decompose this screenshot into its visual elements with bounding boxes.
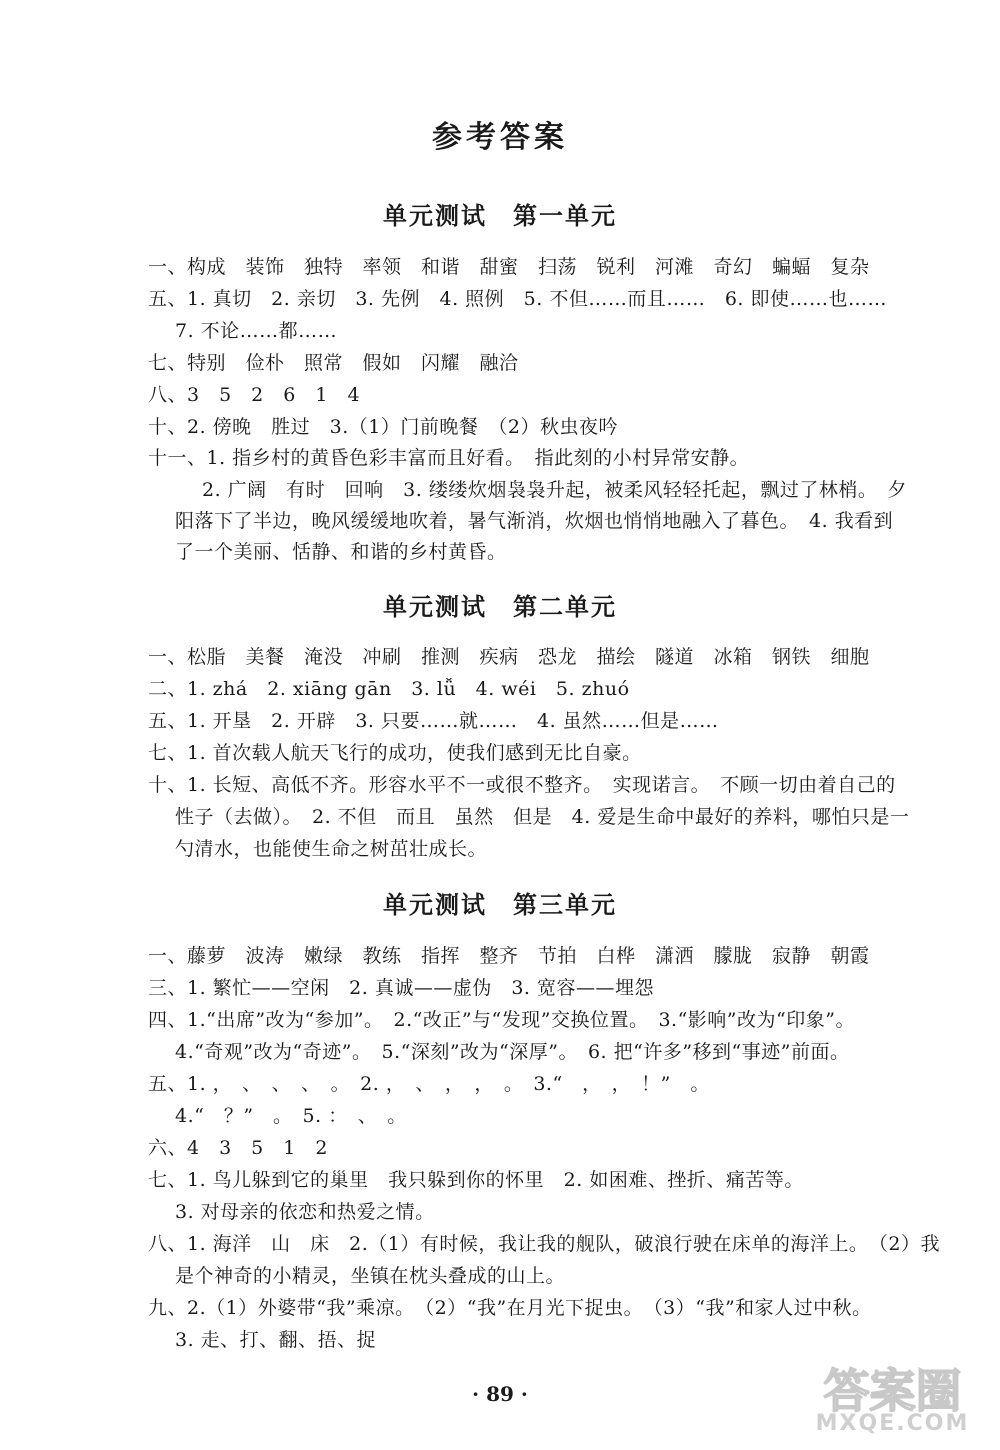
answer-line: 了一个美丽、恬静、和谐的乡村黄昏。 [175,541,507,563]
answer-line: 7. 不论……都…… [175,320,338,342]
answer-line: 阳落下了半边，晚风缓缓地吹着，暑气渐消，炊烟也悄悄地融入了暮色。 4. 我看到 [175,510,894,532]
answer-line: 4.“奇观”改为“奇迹”。 5.“深刻”改为“深厚”。 6. 把“许多”移到“事迹”前面。 [175,1041,850,1063]
page-number: · 89 · [472,1382,528,1406]
answer-line: 七、1. 鸟儿躲到它的巢里 我只躲到你的怀里 2. 如困难、挫折、痛苦等。 [148,1169,804,1191]
answer-line: 勺清水，也能使生命之树茁壮成长。 [175,838,488,860]
answer-line: 一、藤萝 波涛 嫩绿 教练 指挥 整齐 节拍 白桦 潇洒 朦胧 寂静 朝霞 [148,945,870,967]
answer-line: 3. 走、打、翻、捂、捉 [175,1329,377,1351]
answer-line: 4.“ ？” 。 5. ： 、 。 [175,1105,407,1127]
answer-line: 五、1. ， 、 、 、 。 2. ， 、 ， ， 。 3.“ ， ， ！” 。 [148,1073,710,1095]
answer-line: 二、1. zhá 2. xiāng gān 3. lǚ 4. wéi 5. zhuó [148,678,630,700]
answer-line: 七、特别 俭朴 照常 假如 闪耀 融洽 [148,352,519,374]
answer-line: 七、1. 首次载人航天飞行的成功，使我们感到无比自豪。 [148,742,642,764]
answer-line: 五、1. 开垦 2. 开辟 3. 只要……就…… 4. 虽然……但是…… [148,710,719,732]
page-title: 参考答案 [432,120,568,155]
answer-line: 一、构成 装饰 独特 率领 和谐 甜蜜 扫荡 锐利 河滩 奇幻 蝙蝠 复杂 [148,256,870,278]
answer-line: 五、1. 真切 2. 亲切 3. 先例 4. 照例 5. 不但……而且…… 6. 即使……也…… [148,288,888,310]
answer-line: 六、4 3 5 1 2 [148,1137,328,1159]
section-heading-unit-1: 单元测试 第一单元 [383,202,617,230]
answer-line: 十一、1. 指乡村的黄昏色彩丰富而且好看。 指此刻的小村异常安静。 [148,447,750,469]
answer-line: 九、2.（1）外婆带“我”乘凉。 （2）“我”在月光下捉虫。 （3）“我”和家人过中秋。 [148,1297,872,1319]
answer-line: 性子（去做）。 2. 不但 而且 虽然 但是 4. 爱是生命中最好的养料，哪怕只是一 [175,806,910,828]
watermark-url: MXQE.COM [815,1411,970,1436]
answer-line: 2. 广阔 有时 回响 3. 缕缕炊烟袅袅升起，被柔风轻轻托起，飘过了林梢。 夕 [202,479,907,501]
answer-line: 3. 对母亲的依恋和热爱之情。 [175,1201,435,1223]
answer-line: 是个神奇的小精灵，坐镇在枕头叠成的山上。 [175,1265,566,1287]
answer-line: 八、1. 海洋 山 床 2.（1）有时候，我让我的舰队，破浪行驶在床单的海洋上。 （2）我 [148,1233,940,1255]
watermark-logo [800,1355,985,1440]
section-heading-unit-2: 单元测试 第二单元 [383,593,617,621]
answer-line: 四、1.“出席”改为“参加”。 2.“改正”与“发现”交换位置。 3.“影响”改为“印象”。 [148,1009,855,1031]
answer-line: 十、1. 长短、高低不齐。形容水平不一或很不整齐。 实现诺言。 不顾一切由着自己的 [148,774,896,796]
answer-line: 一、松脂 美餐 淹没 冲刷 推测 疾病 恐龙 描绘 隧道 冰箱 钢铁 细胞 [148,646,870,668]
answer-line: 八、3 5 2 6 1 4 [148,384,361,406]
section-heading-unit-3: 单元测试 第三单元 [383,891,617,919]
answer-line: 十、2. 傍晚 胜过 3.（1）门前晚餐 （2）秋虫夜吟 [148,416,618,438]
watermark-logo-text: 答案圈 [823,1364,962,1418]
answer-line: 三、1. 繁忙——空闲 2. 真诚——虚伪 3. 宽容——埋怨 [148,977,655,999]
